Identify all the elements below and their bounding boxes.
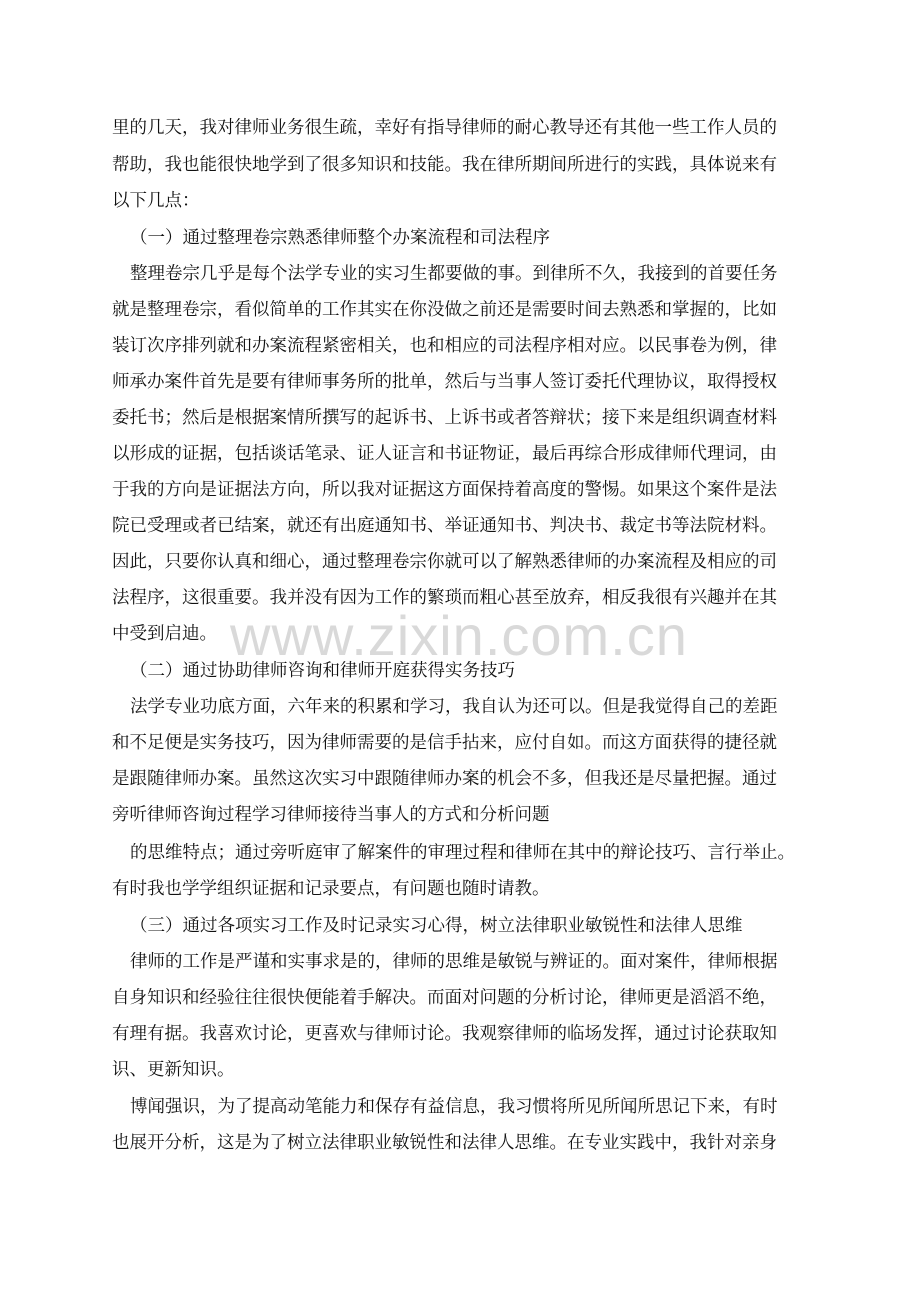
text-line: 就是整理卷宗，看似简单的工作其实在你没做之前还是需要时间去熟悉和掌握的，比如 [112, 300, 777, 320]
text-line: 师承办案件首先是要有律师事务所的批单，然后与当事人签订委托代理协议，取得授权 [112, 372, 777, 392]
text-line: 识、更新知识。 [112, 1060, 235, 1080]
text-line: 有时我也学学组织证据和记录要点，有问题也随时请教。 [112, 879, 550, 899]
text-line: 中受到启迪。 [112, 624, 217, 644]
text-line: 博闻强识，为了提高动笔能力和保存有益信息，我习惯将所见所闻所思记下来，有时 [130, 1097, 778, 1117]
text-line: 有理有据。我喜欢讨论，更喜欢与律师讨论。我观察律师的临场发挥，通过讨论获取知 [112, 1024, 777, 1044]
text-line: 以形成的证据，包括谈话笔录、证人证言和书证物证，最后再综合形成律师代理词，由 [112, 444, 777, 464]
text-line: 法程序，这很重要。我并没有因为工作的繁琐而粗心甚至放弃，相反我很有兴趣并在其 [112, 588, 777, 608]
text-line: 里的几天，我对律师业务很生疏，幸好有指导律师的耐心教导还有其他一些工作人员的 [112, 118, 777, 138]
text-line: 整理卷宗几乎是每个法学专业的实习生都要做的事。到律所不久，我接到的首要任务 [130, 264, 778, 284]
text-line: 法学专业功底方面，六年来的积累和学习，我自认为还可以。但是我觉得自己的差距 [130, 697, 778, 717]
text-line: 帮助，我也能很快地学到了很多知识和技能。我在律所期间所进行的实践，具体说来有 [112, 155, 777, 175]
text-line: 也展开分析，这是为了树立法律职业敏锐性和法律人思维。在专业实践中，我针对亲身 [112, 1133, 777, 1153]
text-line: 装订次序排列就和办案流程紧密相关，也和相应的司法程序相对应。以民事卷为例，律 [112, 336, 777, 356]
text-line: 委托书；然后是根据案情所撰写的起诉书、上诉书或者答辩状；接下来是组织调查材料 [112, 408, 777, 428]
text-line: 因此，只要你认真和细心，通过整理卷宗你就可以了解熟悉律师的办案流程及相应的司 [112, 552, 777, 572]
text-line: 以下几点： [112, 191, 200, 211]
text-line: 旁听律师咨询过程学习律师接待当事人的方式和分析问题 [112, 805, 550, 825]
text-line: 于我的方向是证据法方向，所以我对证据这方面保持着高度的警惕。如果这个案件是法 [112, 480, 777, 500]
section-heading: （二）通过协助律师咨询和律师开庭获得实务技巧 [130, 661, 515, 681]
text-line: 是跟随律师办案。虽然这次实习中跟随律师办案的机会不多，但我还是尽量把握。通过 [112, 769, 777, 789]
watermark: www.zixin.com.cn [230, 604, 688, 667]
text-line: 自身知识和经验往往很快便能着手解决。而面对问题的分析讨论，律师更是滔滔不绝， [112, 988, 777, 1008]
text-line: 的思维特点；通过旁听庭审了解案件的审理过程和律师在其中的辩论技巧、言行举止。 [130, 843, 795, 863]
text-line: 院已受理或者已结案，就还有出庭通知书、举证通知书、判决书、裁定书等法院材料。 [112, 516, 777, 536]
text-line: 律师的工作是严谨和实事求是的，律师的思维是敏锐与辨证的。面对案件，律师根据 [130, 952, 778, 972]
section-heading: （三）通过各项实习工作及时记录实习心得，树立法律职业敏锐性和法律人思维 [130, 916, 743, 936]
section-heading: （一）通过整理卷宗熟悉律师整个办案流程和司法程序 [130, 228, 550, 248]
text-line: 和不足便是实务技巧，因为律师需要的是信手拈来，应付自如。而这方面获得的捷径就 [112, 733, 777, 753]
